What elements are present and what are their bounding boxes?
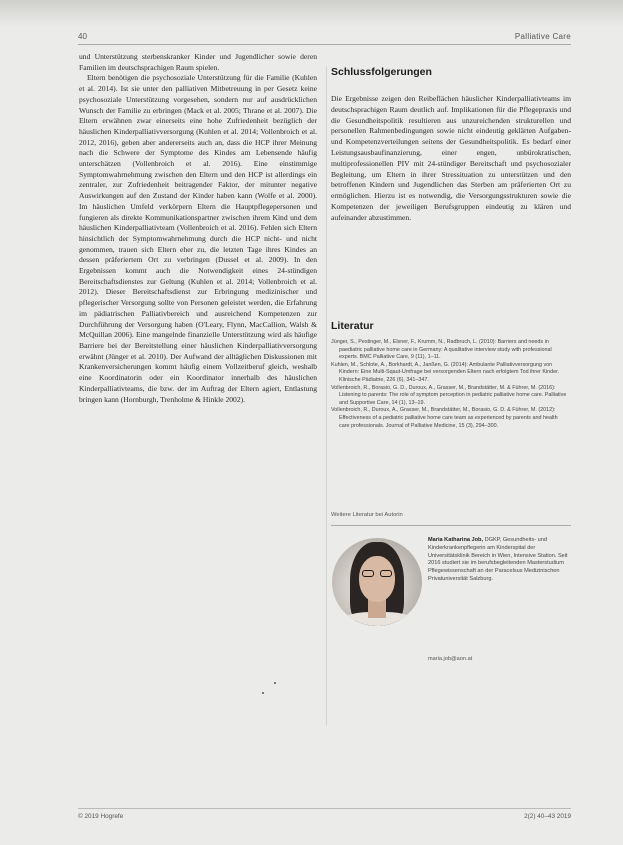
more-literature-note: Weitere Literatur bei Autorin <box>331 512 403 518</box>
conclusions-heading: Schlussfolgerungen <box>331 66 432 78</box>
left-column <box>79 52 317 405</box>
scan-speck <box>262 692 264 694</box>
author-bio <box>428 537 568 584</box>
body-paragraph: Eltern benötigen die psychosoziale Unterstützung für die Familie (Kuhlen et al. 2014). Ist sie unter den palliativen Mitbetreuung in per Gesetz keine psychosoziale Unterstützung vorgesehen, sondern nur auf ausdrücklichen Wunsch der Familie zu erbringen (Mack et al. 2005; Thrane et al. 2007). Die Eltern erwähnen zwar einerseits eine hohe Zufriedenheit bezüglich der häuslichen Kinderpalliativversorgung (Kuhlen et al. 2014; Vollenbroich et al. 2012, 2016), geben aber andererseits auch an, dass die HCP ihrer Meinung nach die Schwere der Symptome des Kindes am Lebensende häufig unterschätzen (Vollenbroich et al. 2016). Eine einstimmige Symptomwahrnehmung zwischen den Eltern und den HCP ist allerdings ein zentraler, zur Zufriedenheit beitragender Faktor, der mitunter negative Auswirkungen auf den Zustand der Kinder haben kann (Wolfe et al. 2000). Im häuslichen Umfeld verkörpern Eltern die Hauptpflegepersonen und fungieren als direkte Kommunikationspartner zwischen ihrem Kind und dem häuslichen Kinderpalliativteam (Vollenbroich et al. 2016). Fehlen sich Eltern hinsichtlich der Symptomwahrnehmung durch die HCP nicht- und nicht genommen, trauen sich Eltern eher zu, die letzten Tage ihres Kindes an dessen präferiertem Ort zu verbringen (Dussel et al. 2009). In den Ergebnissen kommt auch die Notwendigkeit eines 24-stündigen Bereitschaftsdienstes zur Geltung (Kuhlen et al. 2014; Vollenbroich et al. 2012). Dieser Bereitschaftsdienst zur Erbringung medizinischer und pflegerischer Versorgung sollte von Personen geleistet werden, die Erfahrung im pädiatrischen Palliativbereich und ausreichend Kompetenzen zur Durchführung der Versorgung haben (O'Leary, Flynn, MacCallion, Walsh & McQuillan 2006). Eine mangelnde finanzielle Unterstützung wird als häufige Barriere bei der Bereitstellung einer häuslichen Kinderpalliativversorgung erwähnt (Jünger et al. 2010). Der Aufwand der alltäglichen Diskussionen mit Krankenversicherungen kommt häufig einem Vollzeitberuf gleich, weshalb eine Koordinatorin oder ein Koordinator innerhalb des häuslichen Kinderpalliativteams, die bzw. der im Auftrag der Eltern agiert, Entlastung bringen kann (Hornburgh, Trenholme & Hinkle 2002). <box>79 73 317 404</box>
scan-speck <box>274 682 276 684</box>
reference-item: Jünger, S., Pestinger, M., Elsner, F., Krumm, N., Radbruch, L. (2010): Barriers and needs in paediatric palliative home care in Germany: A qualitative interview study with professional experts. BMC Palliative Care, 9 (11), 1–11. <box>331 339 552 361</box>
reference-item: Vollenbroich, R., Borasio, G. D., Duroux, A., Grasser, M., Brandstätter, M. & Führer, M. (2016): Listening to parents: The role of symptom perception in pediatric palliative home care. Palliative and Supportive Care, 14 (1), 13–19. <box>331 384 567 406</box>
footer-divider <box>78 808 571 809</box>
conclusions-text: Die Ergebnisse zeigen den Reibeflächen häuslicher Kinderpalliativteams im deutschsprachigen Raum deutlich auf. Implikationen für die Pflegepraxis und die Gesundheitspolitik resultieren aus unzureichenden strukturellen und personellen Rahmenbedingungen sowie nicht eindeutig geklärten Aufgaben- und Kompetenzverteilungen seitens der Gesundheitspolitik. Es bedarf einer Leistungsausbaufinanzierung, einer engen, unbürokratischen, multiprofessionellen PIV mit 24-stündiger Bereitschaft und psychosozialer Begleitung, um Eltern in ihrer Stressituation zu unterstützen und den betroffenen Kindern und Jugendlichen das Sterben am präferierten Ort zu ermöglichen. Hierzu ist es notwendig, die Versorgungsstrukturen sowie die Kompetenzen der jeweiligen Berufsgruppen eindeutig zu klären und aufeinander abzustimmen. <box>331 94 571 222</box>
literature-heading: Literatur <box>331 320 374 332</box>
footer-issue: 2(2) 40–43 2019 <box>524 813 571 820</box>
author-bio-text: DGKP, Gesundheits- und Kinderkrankenpflegerin am Kinderspital der Universitätsklinik Bereich in Wien, Intensive Station. Seit 2016 studiert sie im berufsbegleitenden Masterstudium Pflegewissenschaft an der Paracelsus Medizinischen Privatuniversität Salzburg. <box>428 537 568 582</box>
author-photo <box>332 538 422 626</box>
reference-item: Kuhlen, M., Schlote, A., Borkhardt, A., Janßen, G. (2014): Ambulante Palliativversorgung von Kindern: Eine Multi-Sqaut-Umfrage bei versorgenden Eltern nach erfolgtem Tod ihrer Kinder. Klinische Pädiatrie, 226 (6), 341–347. <box>331 361 560 383</box>
reference-item: Vollenbroich, R., Duroux, A., Grasser, M., Brandstätter, M., Borasio, G. D. & Führer, M. (2012): Effectiveness of a pediatric palliative home care team as experienced by parents and health care professionals. Journal of Palliative Medicine, 15 (3), 294–300. <box>331 407 558 429</box>
glasses-icon <box>362 570 392 578</box>
footer-publisher: © 2019 Hogrefe <box>78 813 124 820</box>
reference-list <box>331 339 568 430</box>
header-divider <box>78 44 571 45</box>
author-name: Maria Katharina Job, <box>428 537 484 543</box>
conclusions-section <box>331 66 571 224</box>
author-email[interactable]: maria.job@aon.at <box>428 656 473 662</box>
page-number: 40 <box>78 32 87 41</box>
section-title: Palliative Care <box>514 32 571 41</box>
author-divider <box>331 525 571 526</box>
column-divider <box>326 66 327 726</box>
body-paragraph: und Unterstützung sterbenskranker Kinder und Jugendlicher sowie deren Familien im deutschsprachigen Raum spielen. <box>79 52 317 72</box>
